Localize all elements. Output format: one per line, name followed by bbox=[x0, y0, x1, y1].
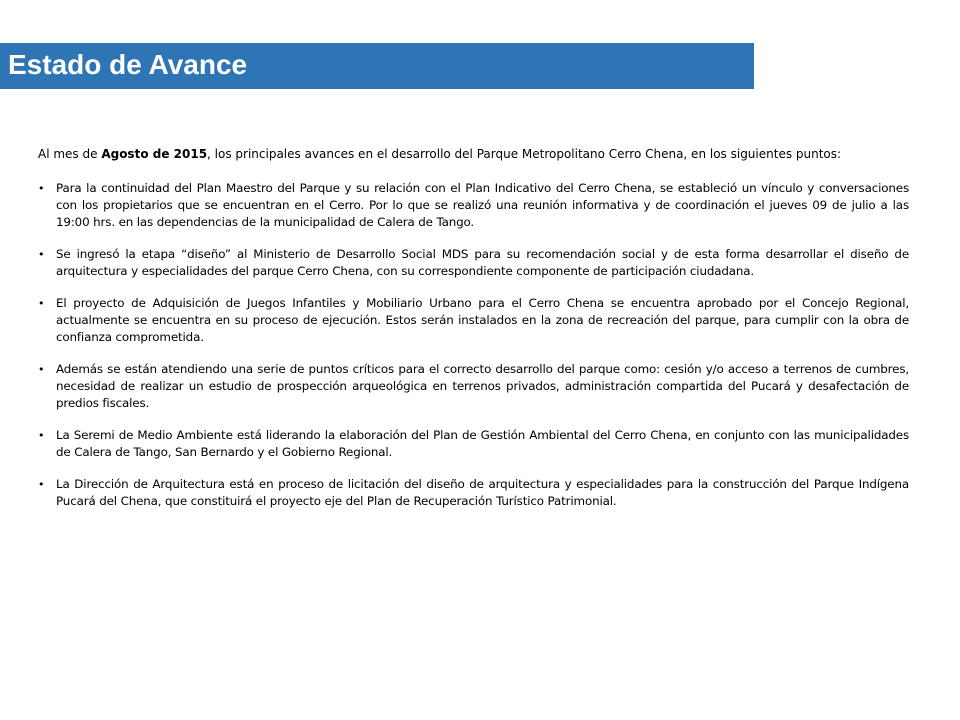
bullet-item bbox=[38, 246, 909, 280]
bullet-item bbox=[38, 361, 909, 412]
bullet-text: Se ingresó la etapa “diseño” al Ministerio de Desarrollo Social MDS para su recomendación social y de esta forma desarrollar el diseño de arquitectura y especialidades del parque Cerro Chena, con su correspondiente componente de participación ciudadana. bbox=[56, 247, 909, 278]
bullet-text: Además se están atendiendo una serie de puntos críticos para el correcto desarrollo del parque como: cesión y/o acceso a terrenos de cumbres, necesidad de realizar un estudio de prospección arqueológica en terrenos privados, administración compartida del Pucará y desafectación de predios fiscales. bbox=[56, 362, 909, 410]
bullet-text: La Dirección de Arquitectura está en proceso de licitación del diseño de arquitectura y especialidades para la construcción del Parque Indígena Pucará del Chena, que constituirá el proyecto eje del Plan de Recuperación Turístico Patrimonial. bbox=[56, 477, 909, 508]
intro-suffix: , los principales avances en el desarrollo del Parque Metropolitano Cerro Chena, en los siguientes puntos: bbox=[207, 147, 842, 161]
bullet-icon: • bbox=[38, 363, 45, 376]
slide-content bbox=[38, 146, 909, 525]
bullet-text: La Seremi de Medio Ambiente está liderando la elaboración del Plan de Gestión Ambiental del Cerro Chena, en conjunto con las municipalidades de Calera de Tango, San Bernardo y el Gobierno Regional. bbox=[56, 428, 909, 459]
page-title: Estado de Avance bbox=[8, 49, 248, 80]
bullet-text: El proyecto de Adquisición de Juegos Infantiles y Mobiliario Urbano para el Cerro Chena se encuentra aprobado por el Concejo Regional, actualmente se encuentra en su proceso de ejecución. Estos serán instalados en la zona de recreación del parque, para cumplir con la obra de confianza comprometida. bbox=[56, 296, 909, 344]
bullet-icon: • bbox=[38, 429, 45, 442]
intro-date: Agosto de 2015 bbox=[101, 147, 208, 161]
bullet-item bbox=[38, 476, 909, 510]
bullet-list bbox=[38, 180, 909, 510]
bullet-icon: • bbox=[38, 478, 45, 491]
bullet-icon: • bbox=[38, 248, 45, 261]
title-bar bbox=[0, 43, 754, 89]
intro-prefix: Al mes de bbox=[38, 147, 102, 161]
bullet-text: Para la continuidad del Plan Maestro del Parque y su relación con el Plan Indicativo del Cerro Chena, se estableció un vínculo y conversaciones con los propietarios que se encuentran en el Cerro. Por lo que se realizó una reunión informativa y de coordinación el jueves 09 de julio a las 19:00 hrs. en las dependencias de la municipalidad de Calera de Tango. bbox=[56, 181, 909, 229]
bullet-item bbox=[38, 427, 909, 461]
intro-paragraph bbox=[38, 146, 909, 163]
bullet-item bbox=[38, 295, 909, 346]
bullet-icon: • bbox=[38, 297, 45, 310]
bullet-icon: • bbox=[38, 182, 45, 195]
bullet-item bbox=[38, 180, 909, 231]
